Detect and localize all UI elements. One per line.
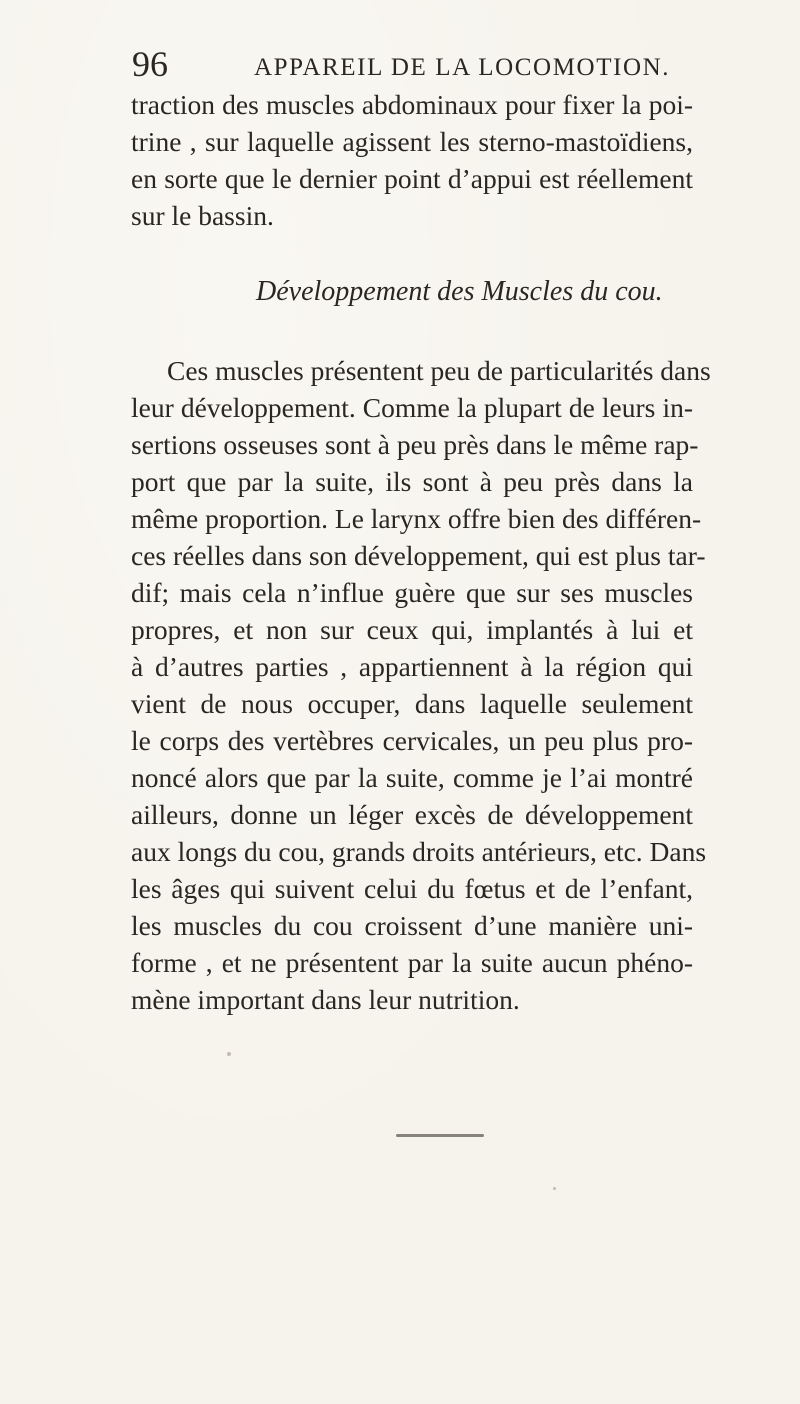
text-line: ailleurs, donne un léger excès de développement xyxy=(131,799,693,830)
text-line: même proportion. Le larynx offre bien des différen- xyxy=(131,503,702,534)
text-line: propres, et non sur ceux qui, implantés à lui et xyxy=(131,614,693,645)
text-line: à d’autres parties , appartiennent à la région qui xyxy=(131,651,693,682)
paper-speck xyxy=(553,1187,556,1190)
text-line: trine , sur laquelle agissent les sterno-mastoïdiens, xyxy=(131,126,693,157)
text-line: les muscles du cou croissent d’une manière uni- xyxy=(131,910,693,941)
text-line: mène important dans leur nutrition. xyxy=(131,984,520,1015)
paper-speck xyxy=(227,1052,231,1056)
text-line: sertions osseuses sont à peu près dans le même rap- xyxy=(131,429,699,460)
text-line: traction des muscles abdominaux pour fixer la poi- xyxy=(131,89,693,120)
paragraph-2 xyxy=(131,352,711,1018)
end-ornament xyxy=(396,1134,484,1137)
paragraph-1 xyxy=(131,86,693,234)
running-head-title: APPAREIL DE LA LOCOMOTION. xyxy=(254,54,671,81)
text-line: noncé alors que par la suite, comme je l’ai montré xyxy=(131,762,693,793)
text-line: sur le bassin. xyxy=(131,200,274,231)
text-line: les âges qui suivent celui du fœtus et de l’enfant, xyxy=(131,873,693,904)
text-line: dif; mais cela n’influe guère que sur ses muscles xyxy=(131,577,693,608)
text-block xyxy=(131,86,711,1018)
text-line: aux longs du cou, grands droits antérieurs, etc. Dans xyxy=(131,836,707,867)
text-line: leur développement. Comme la plupart de leurs in- xyxy=(131,392,693,423)
text-line: vient de nous occuper, dans laquelle seulement xyxy=(131,688,693,719)
text-line: le corps des vertèbres cervicales, un peu plus pro- xyxy=(131,725,693,756)
text-line: en sorte que le dernier point d’appui est réellement xyxy=(131,163,693,194)
running-head xyxy=(132,44,692,88)
section-title: Développement des Muscles du cou. xyxy=(256,276,663,307)
text-line: port que par la suite, ils sont à peu près dans la xyxy=(131,466,693,497)
text-line: forme , et ne présentent par la suite aucun phéno- xyxy=(131,947,693,978)
text-line: Ces muscles présentent peu de particularités dans xyxy=(167,355,711,386)
page-number: 96 xyxy=(132,44,168,84)
text-line: ces réelles dans son développement, qui est plus tar- xyxy=(131,540,706,571)
